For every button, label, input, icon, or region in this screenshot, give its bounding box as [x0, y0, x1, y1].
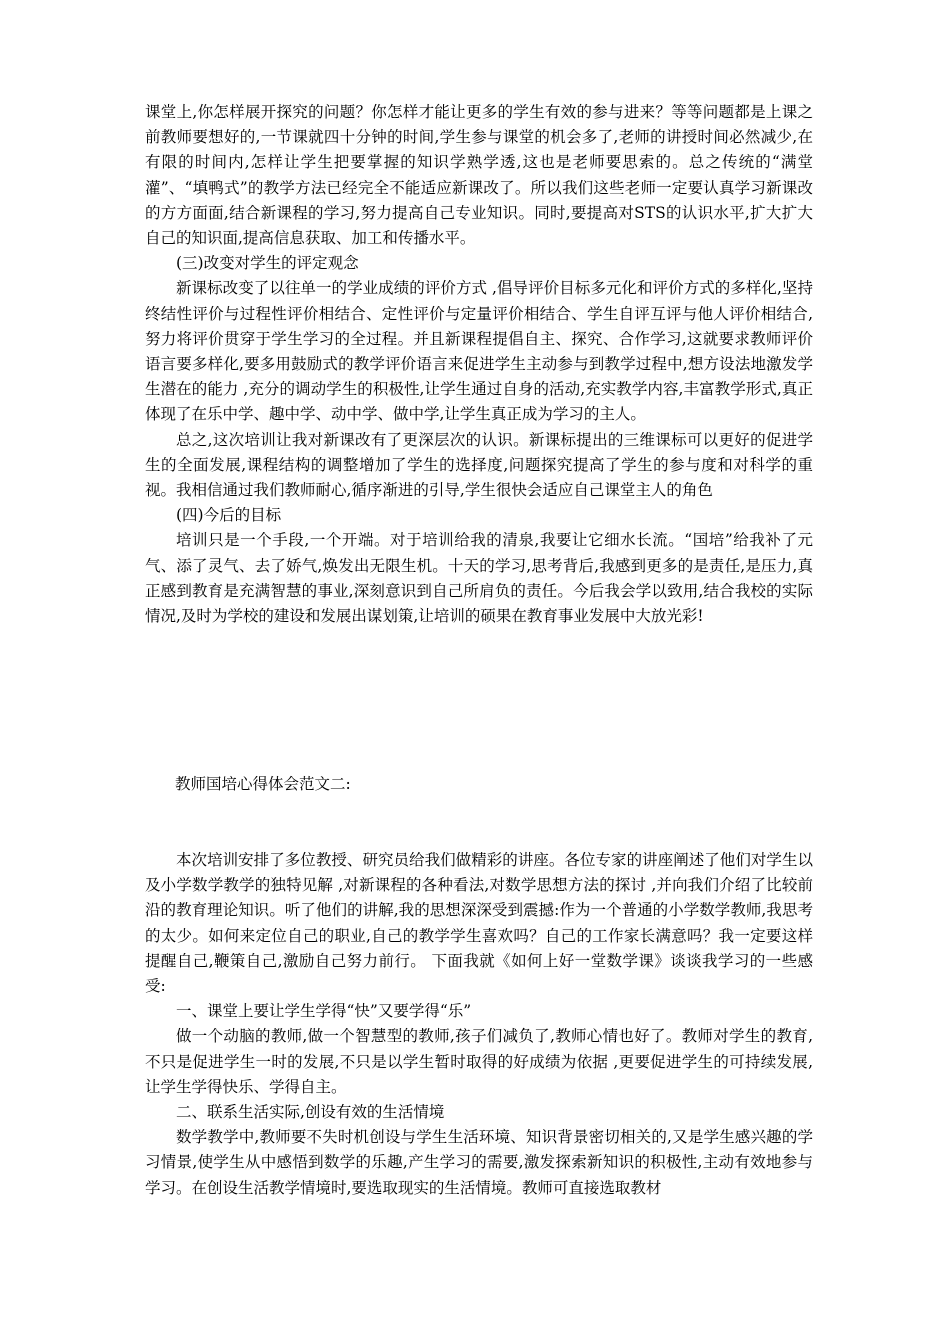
heading-evaluation-concept: (三)改变对学生的评定观念	[176, 254, 359, 273]
heading-future-goals: (四)今后的目标	[176, 506, 282, 525]
paragraph-classroom-inquiry: 课堂上,你怎样展开探究的问题？你怎样才能让更多的学生有效的参与进来？等等问题都是上课之前教师要想好的,一节课就四十分钟的时间,学生参与课堂的机会多了,老师的讲授时间必然减少,在有限的时间内,怎样让学生把要掌握的知识学熟学透,这也是老师要思索的。总之传统的“满堂灌”、“填鸭式”的教学方法已经完全不能适应新课改了。所以我们这些老师一定要认真学习新课改的方方面面,结合新课程的学习,努力提高自己专业知识。同时,要提高对STS的认识水平,扩大扩大自己的知识面,提高信息获取、加工和传播水平。	[145, 103, 813, 248]
paragraph-training-intro: 本次培训安排了多位教授、研究员给我们做精彩的讲座。各位专家的讲座阐述了他们对学生以及小学数学教学的独特见解 ,对新课程的各种看法,对数学思想方法的探讨 ,并向我们介绍了比较前沿的教育理论知识。听了他们的讲解,我的思想深深受到震撼:作为一个普通的小学数学教师,我思考的太少。如何来定位自己的职业,自己的教学学生喜欢吗？自己的工作家长满意吗？我一定要这样提醒自己,鞭策自己,激励自己努力前行。 下面我就《如何上好一堂数学课》谈谈我学习的一些感受:	[145, 851, 813, 996]
paragraph-evaluation: 新课标改变了以往单一的学业成绩的评价方式 ,倡导评价目标多元化和评价方式的多样化,坚持终结性评价与过程性评价相结合、定性评价与定量评价相结合、学生自评互评与他人评价相结合,努力将评价贯穿于学生学习的全过程。并且新课程提倡自主、探究、合作学习,这就要求教师评价语言要多样化,要多用鼓励式的教学评价语言来促进学生主动参与到教学过程中,想方设法地激发学生潜在的能力 ,充分的调动学生的积极性,让学生通过自身的活动,充实教学内容,丰富教学形式,真正体现了在乐中学、趣中学、动中学、做中学,让学生真正成为学习的主人。	[145, 279, 813, 424]
section-two	[145, 848, 813, 1201]
heading-learn-fast-happy: 一、课堂上要让学生学得“快”又要学得“乐”	[176, 1002, 472, 1021]
paragraph-life-situations: 数学教学中,教师要不失时机创设与学生生活环境、知识背景密切相关的,又是学生感兴趣的学习情景,使学生从中感悟到数学的乐趣,产生学习的需要,激发探索新知识的积极性,主动有效地参与学习。在创设生活教学情境时,要选取现实的生活情境。教师可直接选取教材	[145, 1128, 813, 1197]
paragraph-summary: 总之,这次培训让我对新课改有了更深层次的认识。新课标提出的三维课标可以更好的促进学生的全面发展,课程结构的调整增加了学生的选择度,问题探究提高了学生的参与度和对科学的重视。我相信通过我们教师耐心,循序渐进的引导,学生很快会适应自己课堂主人的角色	[145, 430, 813, 500]
heading-life-situations: 二、联系生活实际,创设有效的生活情境	[176, 1103, 445, 1122]
section-one	[145, 100, 813, 629]
paragraph-future-goals: 培训只是一个手段,一个开端。对于培训给我的清泉,我要让它细水长流。“国培”给我补了元气、添了灵气、去了娇气,焕发出无限生机。十天的学习,思考背后,我感到更多的是责任,是压力,真正感到教育是充满智慧的事业,深刻意识到自己所肩负的责任。今后我会学以致用,结合我校的实际情况,及时为学校的建设和发展出谋划策,让培训的硕果在教育事业发展中大放光彩!	[145, 531, 813, 626]
paragraph-smart-teacher: 做一个动脑的教师,做一个智慧型的教师,孩子们减负了,教师心情也好了。教师对学生的教育,不只是促进学生一时的发展,不只是以学生暂时取得的好成绩为依据 ,更要促进学生的可持续发展,让学生学得快乐、学得自主。	[145, 1027, 813, 1096]
document-heading: 教师国培心得体会范文二:	[175, 775, 351, 793]
